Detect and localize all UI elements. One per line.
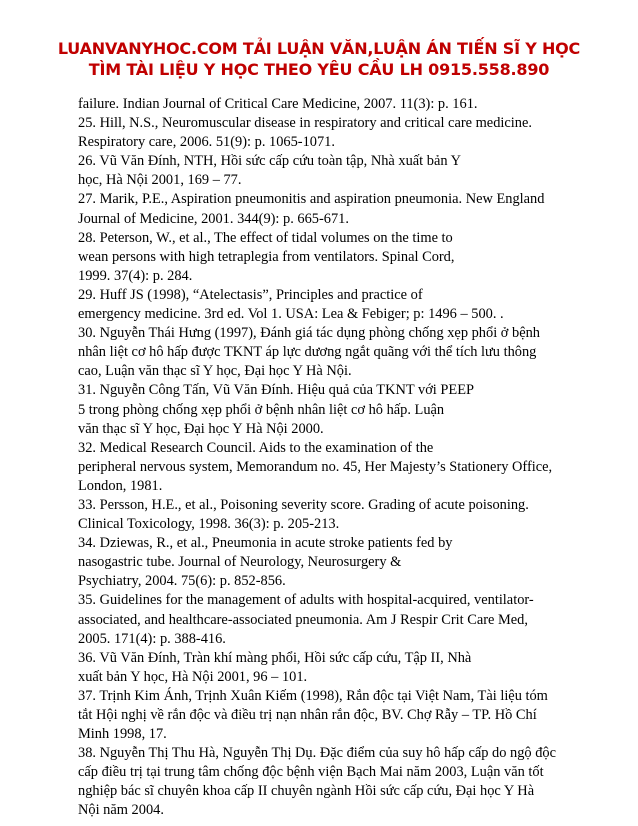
text-line: Clinical Toxicology, 1998. 36(3): p. 205-213. [78, 516, 340, 533]
text-line: 28. Peterson, W., et al., The effect of tidal volumes on the time to [78, 229, 453, 246]
text-line: 37. Trịnh Kim Ánh, Trịnh Xuân Kiếm (1998), Rắn độc tại Việt Nam, Tài liệu tóm [78, 687, 548, 704]
text-line: 27. Marik, P.E., Aspiration pneumonitis and aspiration pneumonia. New England [78, 191, 545, 208]
text-line: 33. Persson, H.E., et al., Poisoning severity score. Grading of acute poisoning. [78, 496, 529, 513]
text-line: 30. Nguyễn Thái Hưng (1997), Đánh giá tác dụng phòng chống xẹp phổi ở bệnh [78, 325, 540, 342]
text-line: 38. Nguyễn Thị Thu Hà, Nguyễn Thị Dụ. Đặc điểm của suy hô hấp cấp do ngộ độc [78, 745, 556, 762]
text-line: failure. Indian Journal of Critical Care Medicine, 2007. 11(3): p. 161. [78, 96, 478, 112]
text-line: tắt Hội nghị về rắn độc và điều trị nạn nhân rắn độc, BV. Chợ Rẫy – TP. Hồ Chí [78, 707, 537, 723]
text-line: peripheral nervous system, Memorandum no. 45, Her Majesty’s Stationery Office, [78, 458, 553, 475]
text-line: 31. Nguyễn Công Tấn, Vũ Văn Đính. Hiệu quả của TKNT với PEEP [78, 382, 474, 399]
text-line: 5 trong phòng chống xẹp phổi ở bệnh nhân liệt cơ hô hấp. Luận [78, 401, 445, 418]
text-line: cấp điều trị tại trung tâm chống độc bệnh viện Bạch Mai năm 2003, Luận văn tốt [78, 764, 544, 781]
text-line: nghiệp bác sĩ chuyên khoa cấp II chuyên ngành Hồi sức cấp cứu, Đại học Y Hà [78, 783, 535, 800]
text-line: văn thạc sĩ Y học, Đại học Y Hà Nội 2000. [78, 420, 324, 437]
reference-list [78, 95, 578, 821]
header-line-1: LUANVANYHOC.COM TẢI LUẬN VĂN,LUẬN ÁN TIẾN SĨ Y HỌC [57, 39, 581, 58]
header-line-2: TÌM TÀI LIỆU Y HỌC THEO YÊU CẦU LH 0915.558.890 [88, 60, 550, 79]
text-line: 36. Vũ Văn Đính, Tràn khí màng phổi, Hồi sức cấp cứu, Tập II, Nhà [78, 649, 472, 666]
text-line: 2005. 171(4): p. 388-416. [78, 630, 226, 647]
text-line: cao, Luận văn thạc sĩ Y học, Đại học Y Hà Nội. [78, 363, 352, 380]
text-line: Respiratory care, 2006. 51(9): p. 1065-1071. [78, 134, 335, 151]
text-line: nasogastric tube. Journal of Neurology, Neurosurgery & [78, 554, 402, 571]
text-line: xuất bản Y học, Hà Nội 2001, 96 – 101. [78, 668, 308, 685]
text-line: 1999. 37(4): p. 284. [78, 267, 193, 284]
text-line: học, Hà Nội 2001, 169 – 77. [78, 172, 242, 189]
text-line: London, 1981. [78, 477, 163, 494]
page-header [0, 38, 638, 80]
text-line: associated, and healthcare-associated pneumonia. Am J Respir Crit Care Med, [78, 611, 528, 628]
text-line: Psychiatry, 2004. 75(6): p. 852-856. [78, 573, 286, 590]
text-line: 32. Medical Research Council. Aids to the examination of the [78, 439, 434, 456]
text-line: 29. Huff JS (1998), “Atelectasis”, Principles and practice of [78, 286, 423, 303]
text-line: 26. Vũ Văn Đính, NTH, Hồi sức cấp cứu toàn tập, Nhà xuất bản Y [78, 153, 462, 170]
text-line: nhân liệt cơ hô hấp được TKNT áp lực dương ngắt quãng với thể tích lưu thông [78, 344, 537, 361]
text-line: Nội năm 2004. [78, 802, 164, 819]
text-line: emergency medicine. 3rd ed. Vol 1. USA: Lea & Febiger; p: 1496 – 500. . [78, 306, 504, 323]
text-line: 34. Dziewas, R., et al., Pneumonia in acute stroke patients fed by [78, 535, 453, 552]
text-line: Journal of Medicine, 2001. 344(9): p. 665-671. [78, 210, 349, 227]
text-line: 35. Guidelines for the management of adults with hospital-acquired, ventilator- [78, 592, 534, 609]
text-line: wean persons with high tetraplegia from ventilators. Spinal Cord, [78, 248, 455, 265]
text-line: 25. Hill, N.S., Neuromuscular disease in respiratory and critical care medicine. [78, 115, 532, 132]
text-line: Minh 1998, 17. [78, 726, 167, 743]
